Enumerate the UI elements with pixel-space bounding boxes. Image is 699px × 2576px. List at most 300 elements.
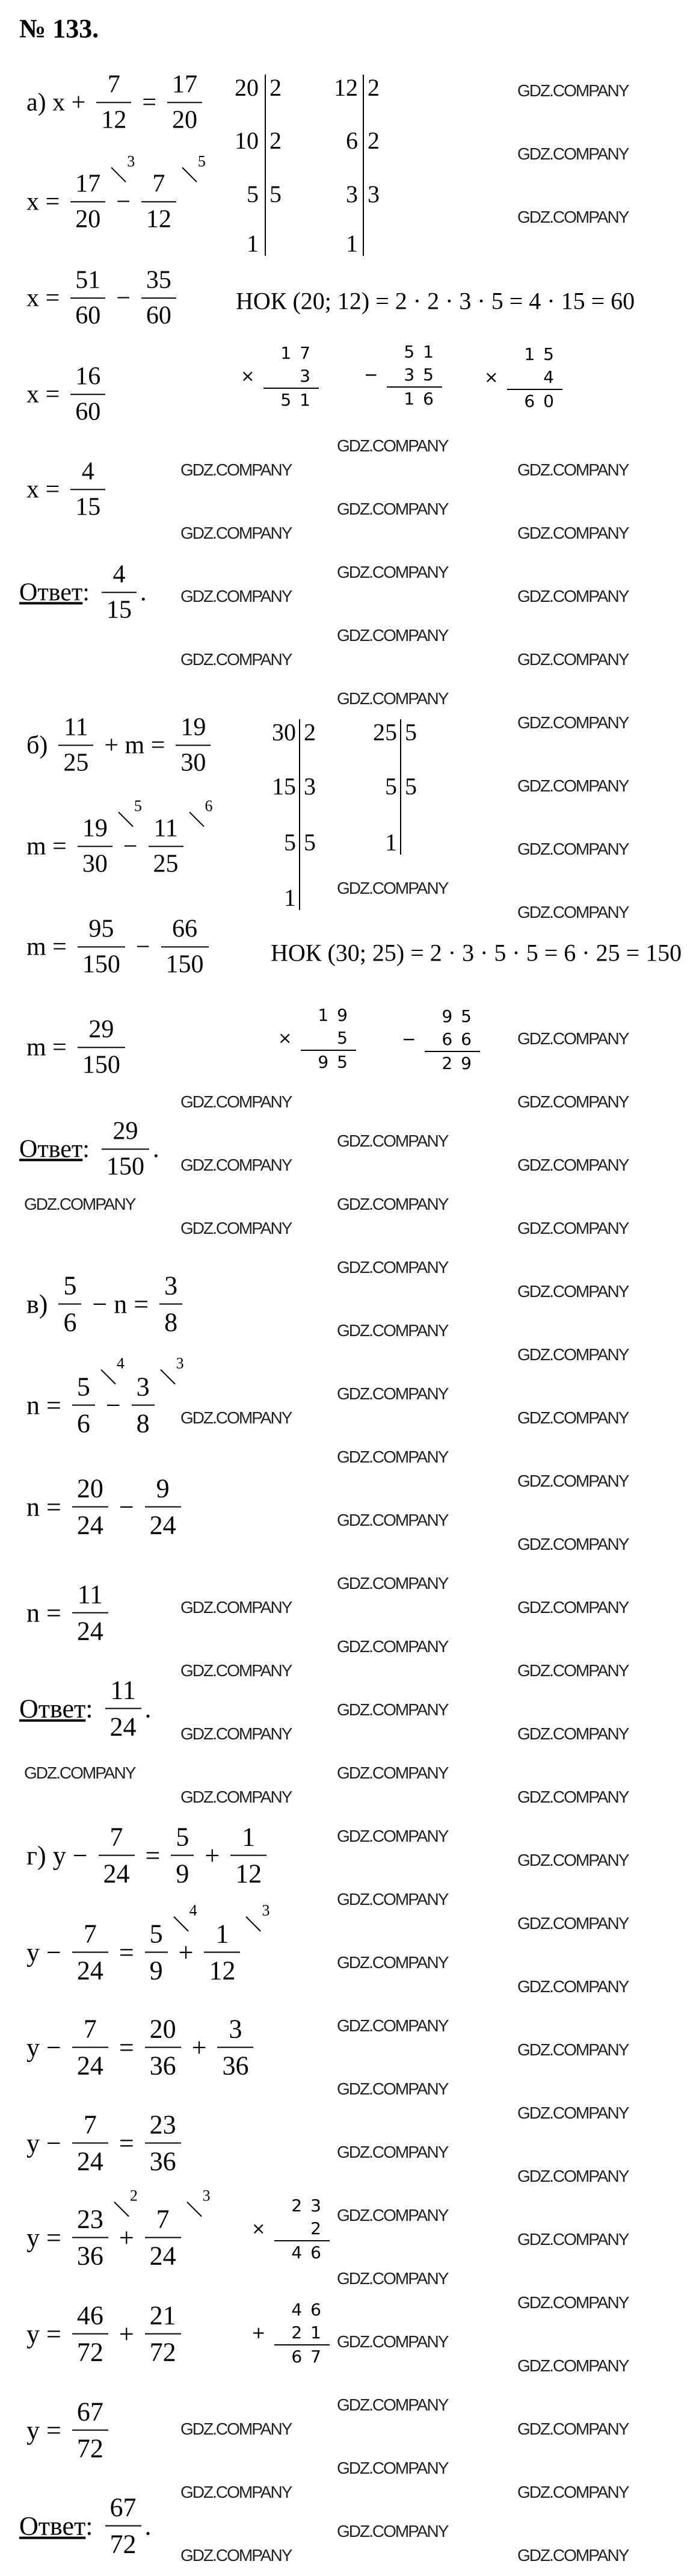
fraction: [72, 1916, 108, 1989]
factor-value: 3: [202, 2187, 211, 2205]
equation-line: [19, 1819, 270, 1892]
equation-line: [19, 67, 206, 137]
watermark: GDZ.COMPANY: [337, 563, 448, 581]
watermark: GDZ.COMPANY: [517, 1914, 629, 1933]
watermark: GDZ.COMPANY: [337, 2269, 448, 2288]
fraction: [159, 1268, 182, 1341]
watermark: GDZ.COMPANY: [337, 2395, 448, 2414]
watermark: GDZ.COMPANY: [337, 1511, 448, 1529]
watermark: GDZ.COMPANY: [517, 81, 629, 100]
fraction: [161, 912, 209, 981]
numerator: 5: [176, 1822, 189, 1852]
column-calculation: [251, 2299, 330, 2368]
column-calculation: [484, 343, 562, 413]
expression-text: m =: [26, 832, 67, 860]
column-bottom: 2: [310, 2218, 330, 2238]
watermark: GDZ.COMPANY: [517, 460, 629, 479]
equation-line: [19, 1577, 112, 1650]
watermark: GDZ.COMPANY: [517, 1788, 629, 1806]
column-operator: ×: [278, 1028, 292, 1048]
fraction: [72, 2011, 108, 2084]
watermark: GDZ.COMPANY: [517, 1598, 629, 1617]
column-calculation: [251, 2194, 330, 2264]
fraction: [70, 359, 105, 429]
fraction: [70, 454, 105, 524]
fraction: [58, 1268, 81, 1341]
denominator: 36: [149, 2051, 176, 2081]
expression-text: m =: [26, 1033, 67, 1061]
equation-line: [19, 710, 214, 779]
column-result: 67: [291, 2347, 330, 2367]
equation-line: [19, 1354, 184, 1442]
numerator: 29: [112, 1117, 138, 1145]
factor-value: 4: [116, 1354, 125, 1372]
dividend: 20: [235, 74, 259, 101]
watermark: GDZ.COMPANY: [180, 1724, 292, 1743]
equation-line: [19, 1268, 186, 1341]
answer-label: Ответ: [19, 1135, 83, 1163]
answer-period: .: [140, 578, 147, 606]
dividend: 3: [346, 181, 358, 208]
expression-text: x =: [26, 475, 60, 503]
dividend: 30: [272, 719, 296, 746]
fraction: [105, 1673, 141, 1745]
watermark: GDZ.COMPANY: [180, 1092, 292, 1111]
watermark: GDZ.COMPANY: [517, 1029, 629, 1048]
numerator: 17: [172, 70, 198, 99]
prime-factor: 3: [304, 773, 316, 800]
prime-factor: 2: [368, 74, 380, 101]
watermark: GDZ.COMPANY: [517, 776, 629, 795]
prime-factor: 2: [269, 74, 282, 101]
answer-colon: :: [85, 2511, 93, 2541]
expression-text: б): [26, 731, 48, 759]
fraction: [167, 67, 202, 137]
watermark: GDZ.COMPANY: [180, 587, 292, 605]
fraction: [70, 152, 135, 236]
numerator: 7: [152, 170, 165, 198]
numerator: 19: [82, 814, 108, 843]
dividend: 5: [385, 773, 397, 800]
dividend: 1: [284, 884, 296, 911]
fraction: [145, 2107, 181, 2180]
expression-text: y =: [26, 2223, 61, 2253]
expression-text: +: [178, 1937, 194, 1968]
equation-line: [19, 797, 213, 881]
column-calculation: [241, 342, 319, 412]
column-bottom: 5: [337, 1028, 356, 1048]
answer-line: [19, 557, 146, 627]
dividend: 5: [284, 829, 296, 856]
numerator: 51: [75, 266, 101, 294]
column-top: 51: [404, 342, 442, 362]
numerator: 16: [75, 362, 101, 391]
equation-line: [19, 1471, 185, 1544]
numerator: 23: [76, 2204, 103, 2234]
watermark: GDZ.COMPANY: [517, 2230, 629, 2249]
dividend: 6: [346, 127, 358, 154]
denominator: 150: [82, 950, 120, 978]
answer-period: .: [144, 2511, 152, 2541]
answer-period: .: [144, 1694, 152, 1724]
numerator: 4: [81, 457, 94, 486]
equation-line: [19, 2107, 185, 2180]
watermark: GDZ.COMPANY: [180, 2546, 292, 2565]
numerator: 9: [156, 1473, 170, 1503]
watermark: GDZ.COMPANY: [180, 460, 292, 479]
column-calculation: [364, 341, 442, 410]
expression-text: =: [119, 1937, 134, 1968]
fraction: [145, 1471, 181, 1544]
watermark: GDZ.COMPANY: [337, 2079, 448, 2098]
watermark: GDZ.COMPANY: [517, 903, 629, 921]
answer-line: [19, 2490, 152, 2563]
denominator: 24: [76, 2147, 103, 2176]
column-top: 95: [442, 1006, 480, 1026]
column-bottom: 66: [442, 1029, 480, 1049]
watermark: GDZ.COMPANY: [517, 1219, 629, 1237]
denominator: 24: [149, 2241, 176, 2271]
answer-line: [19, 1114, 159, 1183]
watermark: GDZ.COMPANY: [337, 436, 448, 455]
factorization-line: [299, 719, 300, 910]
watermark: GDZ.COMPANY: [517, 2420, 629, 2438]
equation-line: [19, 2187, 211, 2274]
numerator: 29: [88, 1015, 114, 1044]
denominator: 24: [76, 1956, 103, 1986]
prime-factor: 2: [368, 127, 380, 154]
expression-text: y =: [26, 2415, 61, 2445]
column-bottom-row: [251, 2321, 330, 2345]
answer-label: Ответ: [19, 578, 83, 606]
expression-text: −: [116, 188, 131, 215]
factor-value: 5: [134, 797, 142, 815]
numerator: 35: [146, 266, 171, 294]
lcm-formula: НОК (30; 25) = 2 · 3 · 5 · 5 = 6 · 25 = 150: [271, 939, 682, 967]
expression-text: x =: [26, 380, 60, 408]
watermark: GDZ.COMPANY: [337, 2332, 448, 2351]
column-operator: +: [251, 2323, 266, 2342]
factor-value: 5: [197, 152, 206, 170]
expression-text: а) x +: [26, 88, 86, 116]
column-calculation: [402, 1005, 480, 1075]
fraction: [145, 2011, 181, 2084]
column-operator: ×: [251, 2218, 266, 2238]
denominator: 24: [103, 1859, 130, 1889]
prime-factor: 3: [368, 181, 380, 208]
expression-text: y −: [26, 1937, 61, 1968]
prime-factor: 5: [269, 181, 282, 208]
fraction: [58, 710, 93, 779]
watermark: GDZ.COMPANY: [337, 1132, 448, 1150]
factor-slash: [189, 812, 204, 827]
equation-line: [19, 2011, 257, 2084]
denominator: 24: [76, 1617, 103, 1646]
numerator: 11: [77, 1579, 103, 1609]
prime-factor: 2: [269, 127, 282, 154]
numerator: 5: [76, 1372, 90, 1402]
denominator: 24: [76, 1511, 103, 1540]
column-result: 29: [442, 1053, 480, 1073]
answer-colon: :: [82, 578, 90, 606]
denominator: 9: [149, 1956, 163, 1986]
numerator: 20: [149, 2014, 176, 2044]
denominator: 60: [75, 398, 101, 426]
watermark: GDZ.COMPANY: [517, 208, 629, 226]
factor-value: 6: [205, 797, 213, 815]
watermark: GDZ.COMPANY: [337, 879, 448, 897]
denominator: 15: [106, 596, 132, 624]
denominator: 72: [76, 2338, 103, 2367]
dividend: 25: [373, 719, 397, 746]
column-top: 23: [291, 2196, 330, 2215]
watermark: GDZ.COMPANY: [337, 2016, 448, 2035]
watermark: GDZ.COMPANY: [24, 1763, 135, 1782]
expression-text: +: [191, 2033, 207, 2063]
fraction: [105, 2490, 141, 2563]
watermark: GDZ.COMPANY: [337, 500, 448, 518]
denominator: 36: [222, 2051, 249, 2081]
denominator: 30: [82, 850, 108, 878]
watermark: GDZ.COMPANY: [337, 1637, 448, 1656]
factorization-line: [400, 719, 401, 855]
watermark: GDZ.COMPANY: [517, 1535, 629, 1553]
fraction: [230, 1819, 266, 1892]
dividend: 1: [247, 230, 259, 257]
fraction: [102, 557, 137, 627]
numerator: 1: [215, 1919, 229, 1949]
equation-line: [19, 1901, 270, 1989]
column-bottom-row: [364, 364, 442, 388]
expression-text: m =: [26, 933, 67, 961]
denominator: 20: [172, 106, 198, 134]
watermark: GDZ.COMPANY: [180, 1598, 292, 1617]
numerator: 4: [112, 560, 126, 589]
denominator: 36: [76, 2241, 103, 2271]
column-bottom: 35: [404, 365, 442, 385]
expression-text: y −: [26, 2033, 61, 2063]
denominator: 150: [165, 950, 204, 978]
column-result: 46: [291, 2243, 330, 2262]
dividend: 12: [334, 74, 358, 101]
watermark: GDZ.COMPANY: [517, 1724, 629, 1743]
numerator: 7: [83, 2014, 97, 2044]
numerator: 7: [83, 2110, 97, 2140]
numerator: 67: [109, 2492, 137, 2522]
denominator: 25: [63, 749, 89, 776]
expression-text: − n =: [92, 1289, 149, 1319]
answer-colon: :: [85, 1694, 93, 1724]
column-top: 19: [318, 1005, 356, 1025]
equation-line: [19, 1012, 129, 1082]
factor-value: 3: [176, 1354, 184, 1372]
watermark: GDZ.COMPANY: [180, 2420, 292, 2438]
equation-line: [19, 2394, 112, 2467]
expression-text: =: [142, 88, 157, 116]
watermark: GDZ.COMPANY: [517, 1345, 629, 1364]
factor-value: 4: [189, 1901, 197, 1919]
watermark: GDZ.COMPANY: [337, 1827, 448, 1845]
numerator: 21: [149, 2300, 176, 2330]
expression-text: + m =: [104, 731, 165, 759]
column-result: 51: [280, 390, 319, 410]
watermark: GDZ.COMPANY: [337, 1890, 448, 1909]
watermark: GDZ.COMPANY: [180, 1788, 292, 1806]
denominator: 150: [106, 1153, 144, 1180]
denominator: 20: [75, 205, 101, 233]
expression-text: x =: [26, 284, 60, 312]
fraction: [141, 152, 206, 236]
watermark: GDZ.COMPANY: [337, 626, 448, 645]
column-top: 46: [291, 2300, 330, 2320]
answer-period: .: [152, 1135, 159, 1163]
column-bottom-row: [241, 365, 319, 389]
watermark: GDZ.COMPANY: [517, 1092, 629, 1111]
fraction: [217, 2011, 253, 2084]
expression-text: +: [119, 2319, 134, 2349]
expression-text: −: [105, 1390, 121, 1420]
watermark: GDZ.COMPANY: [337, 1953, 448, 1972]
watermark: GDZ.COMPANY: [337, 2459, 448, 2477]
expression-text: =: [119, 2128, 134, 2158]
problem-number: № 133.: [19, 14, 99, 43]
watermark: GDZ.COMPANY: [517, 2293, 629, 2312]
numerator: 17: [75, 170, 101, 198]
column-result: 16: [404, 389, 442, 409]
column-operator: ×: [241, 366, 255, 386]
watermark: GDZ.COMPANY: [517, 2040, 629, 2059]
column-result: 60: [524, 391, 562, 411]
denominator: 12: [146, 205, 171, 233]
factor-slash: [182, 167, 197, 182]
column-operator: ×: [484, 367, 499, 387]
denominator: 72: [76, 2434, 103, 2463]
expression-text: +: [205, 1841, 220, 1871]
factor-slash: [173, 1916, 188, 1931]
watermark: GDZ.COMPANY: [517, 650, 629, 669]
denominator: 150: [82, 1051, 120, 1079]
watermark: GDZ.COMPANY: [337, 1321, 448, 1340]
prime-factor: 5: [405, 773, 417, 800]
factor-slash: [186, 2202, 202, 2217]
expression-text: n =: [26, 1492, 61, 1522]
denominator: 12: [101, 106, 127, 134]
fraction: [171, 1819, 194, 1892]
column-operator: −: [364, 365, 378, 385]
lcm-formula: НОК (20; 12) = 2 · 2 · 3 · 5 = 4 · 15 = 60: [236, 287, 635, 315]
watermark: GDZ.COMPANY: [180, 524, 292, 542]
watermark: GDZ.COMPANY: [337, 689, 448, 708]
numerator: 3: [229, 2014, 242, 2044]
expression-text: n =: [26, 1390, 61, 1420]
numerator: 5: [63, 1271, 77, 1301]
fraction: [99, 1819, 135, 1892]
numerator: 23: [149, 2110, 176, 2140]
watermark: GDZ.COMPANY: [517, 587, 629, 605]
factor-value: 3: [262, 1901, 270, 1919]
watermark: GDZ.COMPANY: [337, 1574, 448, 1593]
denominator: 15: [75, 493, 101, 521]
fraction: [96, 67, 131, 137]
denominator: 36: [149, 2147, 176, 2176]
fraction: [72, 2394, 108, 2467]
fraction: [141, 263, 176, 332]
watermark: GDZ.COMPANY: [517, 713, 629, 732]
denominator: 12: [235, 1859, 262, 1889]
watermark: GDZ.COMPANY: [337, 1258, 448, 1277]
equation-line: [19, 912, 212, 981]
fraction: [72, 1354, 125, 1442]
denominator: 6: [63, 1308, 77, 1337]
prime-factor: 5: [304, 829, 316, 856]
denominator: 9: [176, 1859, 189, 1889]
numerator: 11: [64, 713, 88, 742]
equation-line: [19, 454, 109, 524]
dividend: 1: [346, 230, 358, 257]
denominator: 60: [146, 302, 171, 329]
numerator: 11: [153, 814, 178, 843]
denominator: 30: [180, 749, 206, 776]
expression-text: y −: [26, 2128, 61, 2158]
watermark: GDZ.COMPANY: [24, 1195, 135, 1213]
denominator: 8: [164, 1308, 178, 1337]
factor-slash: [100, 1369, 115, 1384]
column-bottom: 21: [291, 2323, 330, 2342]
watermark: GDZ.COMPANY: [517, 840, 629, 858]
numerator: 95: [88, 915, 114, 943]
expression-text: =: [119, 2033, 134, 2063]
fraction: [72, 1471, 108, 1544]
column-top: 17: [280, 343, 319, 363]
watermark: GDZ.COMPANY: [180, 1156, 292, 1174]
numerator: 67: [76, 2397, 103, 2427]
expression-text: −: [119, 1492, 134, 1522]
denominator: 12: [209, 1956, 236, 1986]
numerator: 3: [136, 1372, 150, 1402]
equation-line: [19, 359, 109, 429]
fraction: [72, 2187, 138, 2274]
denominator: 24: [76, 2051, 103, 2081]
column-bottom-row: [402, 1028, 480, 1052]
expression-text: г) y −: [26, 1841, 88, 1871]
watermark: GDZ.COMPANY: [517, 524, 629, 542]
watermark: GDZ.COMPANY: [517, 1661, 629, 1680]
fraction: [70, 263, 105, 332]
factor-slash: [160, 1369, 175, 1384]
denominator: 72: [109, 2530, 137, 2559]
watermark: GDZ.COMPANY: [517, 1408, 629, 1427]
watermark: GDZ.COMPANY: [337, 1447, 448, 1466]
numerator: 7: [109, 1822, 123, 1852]
numerator: 5: [149, 1919, 163, 1949]
numerator: 3: [164, 1271, 178, 1301]
numerator: 1: [242, 1822, 256, 1852]
watermark: GDZ.COMPANY: [517, 2356, 629, 2375]
equation-line: [19, 152, 206, 236]
numerator: 46: [76, 2300, 103, 2330]
factor-slash: [111, 167, 126, 182]
denominator: 6: [76, 1409, 90, 1438]
fraction: [102, 1114, 149, 1183]
denominator: 25: [153, 850, 179, 878]
column-bottom: 4: [543, 367, 562, 387]
fraction: [176, 710, 211, 779]
numerator: 7: [107, 70, 120, 99]
denominator: 72: [149, 2338, 176, 2367]
numerator: 66: [172, 915, 198, 943]
watermark: GDZ.COMPANY: [517, 2546, 629, 2565]
column-bottom-row: [484, 366, 562, 390]
